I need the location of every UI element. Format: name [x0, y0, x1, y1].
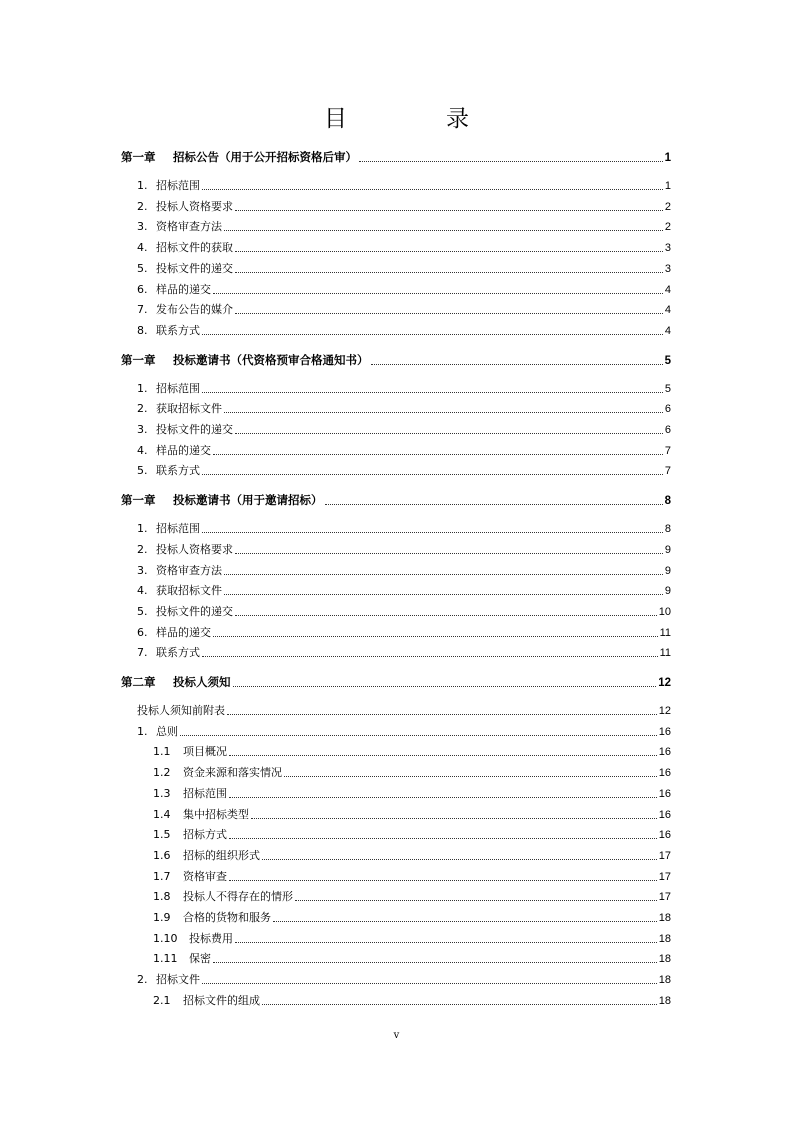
toc-page-number: 7: [664, 444, 671, 457]
toc-entry-label: [137, 241, 233, 255]
toc-page-number: 18: [658, 994, 671, 1007]
toc-entry-text: 投标邀请书（用于邀请招标）: [173, 493, 323, 508]
toc-subsection-entry[interactable]: [153, 870, 671, 884]
toc-page-number: 3: [664, 262, 671, 275]
toc-entry-text: 集中招标类型: [183, 807, 249, 821]
toc-entry-number: 1.1: [153, 745, 171, 759]
toc-page-number: 18: [658, 953, 671, 966]
toc-entry-number: 2.: [137, 973, 148, 987]
toc-entry-label: [153, 911, 271, 925]
toc-leader-dots: [295, 899, 657, 901]
toc-entry-number: 4.: [137, 443, 148, 457]
toc-page-number: 4: [664, 304, 671, 317]
toc-entry-label: [153, 870, 227, 884]
toc-entry-number: 第二章: [121, 675, 156, 689]
toc-entry-number: 5.: [137, 261, 148, 275]
toc-entry-text: 资格审查: [183, 869, 227, 883]
toc-section-entry[interactable]: [137, 704, 671, 718]
toc-entry-label: [153, 849, 260, 863]
toc-leader-dots: [224, 573, 663, 575]
toc-subsection-entry[interactable]: [153, 828, 671, 842]
toc-section-entry[interactable]: [137, 283, 671, 297]
toc-leader-dots: [235, 552, 663, 554]
toc-subsection-entry[interactable]: [153, 911, 671, 925]
toc-leader-dots: [224, 411, 663, 413]
toc-page-number: 18: [658, 932, 671, 945]
toc-page-number: 7: [664, 465, 671, 478]
toc-chapter-entry[interactable]: [121, 675, 671, 690]
toc-subsection-entry[interactable]: [153, 849, 671, 863]
toc-entry-text: 总则: [156, 724, 178, 738]
toc-leader-dots: [213, 635, 658, 637]
toc-entry-label: [121, 353, 369, 367]
toc-entry-label: [153, 745, 227, 759]
toc-entry-label: [137, 262, 233, 276]
toc-entry-number: 1.3: [153, 786, 171, 800]
toc-subsection-entry[interactable]: [153, 932, 671, 946]
toc-leader-dots: [229, 879, 657, 881]
toc-entry-number: 5.: [137, 464, 148, 478]
toc-entry-text: 获取招标文件: [156, 584, 222, 598]
toc-page-number: 2: [664, 200, 671, 213]
toc-entry-label: [153, 890, 293, 904]
toc-entry-label: [137, 200, 233, 214]
toc-page-number: 17: [658, 849, 671, 862]
toc-page-number: 3: [664, 242, 671, 255]
toc-entry-text: 发布公告的媒介: [156, 303, 233, 317]
toc-leader-dots: [359, 160, 663, 162]
toc-entry-label: [121, 150, 357, 164]
toc-entry-text: 样品的递交: [156, 625, 211, 639]
toc-entry-label: [153, 952, 211, 966]
toc-entry-label: [121, 493, 323, 507]
toc-entry-label: [153, 828, 227, 842]
toc-entry-number: 2.1: [153, 993, 171, 1007]
toc-entry-number: 1.11: [153, 952, 178, 966]
toc-section-entry[interactable]: [137, 262, 671, 276]
toc-page-number: 18: [658, 974, 671, 987]
toc-section-entry[interactable]: [137, 241, 671, 255]
toc-entry-label: [137, 220, 222, 234]
page-title: 目 录: [324, 106, 507, 132]
toc-chapter-entry[interactable]: [121, 150, 671, 165]
toc-page-number: 6: [664, 403, 671, 416]
toc-leader-dots: [224, 593, 663, 595]
toc-leader-dots: [371, 363, 663, 365]
toc-section-entry[interactable]: [137, 303, 671, 317]
toc-entry-label: [137, 704, 225, 718]
toc-leader-dots: [202, 333, 663, 335]
toc-section-entry[interactable]: [137, 179, 671, 193]
toc-subsection-entry[interactable]: [153, 787, 671, 801]
toc-section-entry[interactable]: [137, 423, 671, 437]
toc-page-number: 16: [658, 829, 671, 842]
toc-entry-text: 资金来源和落实情况: [183, 766, 282, 780]
toc-entry-text: 招标方式: [183, 828, 227, 842]
toc-leader-dots: [202, 188, 663, 190]
toc-entry-text: 投标文件的递交: [156, 261, 233, 275]
toc-entry-label: [137, 423, 233, 437]
toc-entry-number: 1.: [137, 522, 148, 536]
toc-page-number: 2: [664, 221, 671, 234]
toc-leader-dots: [224, 229, 663, 231]
toc-leader-dots: [325, 503, 663, 505]
toc-entry-number: 1.: [137, 179, 148, 192]
toc-leader-dots: [213, 453, 663, 455]
toc-section-entry[interactable]: [137, 725, 671, 739]
toc-entry-label: [137, 522, 200, 536]
toc-chapter-entry[interactable]: [121, 493, 671, 508]
toc-section-entry[interactable]: [137, 543, 671, 557]
toc-entry-number: 3.: [137, 220, 148, 234]
toc-entry-label: [137, 973, 200, 987]
toc-entry-text: 投标人不得存在的情形: [183, 890, 293, 904]
toc-entry-text: 招标公告（用于公开招标资格后审）: [173, 150, 357, 164]
toc-entry-number: 第一章: [121, 150, 156, 164]
toc-leader-dots: [235, 250, 663, 252]
toc-section-entry[interactable]: [137, 324, 671, 338]
toc-leader-dots: [262, 858, 657, 860]
toc-entry-label: [137, 283, 211, 297]
toc-entry-text: 资格审查方法: [156, 220, 222, 234]
toc-section-entry[interactable]: [137, 605, 671, 619]
toc-entry-number: 6.: [137, 625, 148, 639]
toc-entry-number: 1.8: [153, 890, 171, 904]
toc-page-number: 18: [658, 912, 671, 924]
toc-page-number: 8: [664, 523, 671, 536]
toc-leader-dots: [235, 312, 663, 314]
toc-entry-text: 联系方式: [156, 464, 200, 478]
toc-page-number: 10: [658, 605, 671, 618]
toc-entry-label: [153, 994, 260, 1008]
toc-entry-label: [153, 932, 233, 946]
toc-entry-label: [137, 646, 200, 660]
toc-entry-text: 投标文件的递交: [156, 604, 233, 618]
toc-page-number: 11: [659, 647, 671, 660]
toc-page-number: 5: [664, 354, 671, 367]
toc-page-number: 5: [664, 382, 671, 395]
toc-entry-text: 投标人资格要求: [156, 199, 233, 213]
toc-entry-label: [137, 179, 200, 193]
toc-entry-text: 联系方式: [156, 646, 200, 660]
toc-page-number: 16: [658, 787, 671, 800]
toc-section-entry[interactable]: [137, 444, 671, 458]
toc-entry-text: 投标邀请书（代资格预审合格通知书）: [173, 352, 369, 367]
toc-entry-label: [137, 324, 200, 338]
toc-entry-number: 7.: [137, 303, 148, 317]
toc-leader-dots: [235, 432, 663, 434]
toc-entry-number: 1.6: [153, 848, 171, 862]
toc-leader-dots: [229, 837, 657, 839]
toc-page-number: 4: [664, 283, 671, 296]
toc-entry-label: [137, 725, 178, 739]
toc-entry-number: 2.: [137, 199, 148, 213]
toc-entry-number: 2.: [137, 542, 148, 556]
toc-entry-text: 获取招标文件: [156, 402, 222, 416]
toc-page-number: 16: [658, 808, 671, 821]
page-number-footer: v: [393, 1030, 400, 1041]
toc-entry-label: [153, 808, 249, 822]
toc-leader-dots: [202, 531, 663, 533]
toc-entry-text: 联系方式: [156, 323, 200, 337]
toc-entry-text: 样品的递交: [156, 443, 211, 457]
toc-page-number: 1: [664, 180, 671, 192]
toc-leader-dots: [180, 734, 657, 736]
toc-entry-text: 样品的递交: [156, 282, 211, 296]
toc-section-entry[interactable]: [137, 220, 671, 234]
toc-entry-text: 招标范围: [156, 381, 200, 395]
toc-entry-text: 投标人须知: [173, 675, 231, 689]
toc-entry-label: [153, 766, 282, 780]
toc-leader-dots: [202, 391, 663, 393]
toc-leader-dots: [229, 796, 657, 798]
toc-entry-label: [137, 543, 233, 557]
toc-entry-text: 招标范围: [156, 522, 200, 536]
toc-leader-dots: [202, 982, 657, 984]
toc-entry-text: 招标文件: [156, 973, 200, 987]
toc-entry-text: 招标文件的组成: [183, 993, 260, 1007]
toc-entry-text: 招标文件的获取: [156, 241, 233, 255]
toc-entry-number: 1.: [137, 381, 148, 395]
toc-entry-label: [137, 626, 211, 640]
toc-entry-number: 1.: [137, 724, 148, 738]
toc-entry-number: 7.: [137, 646, 148, 660]
toc-section-entry[interactable]: [137, 626, 671, 640]
toc-entry-label: [137, 402, 222, 416]
toc-page-number: 4: [664, 324, 671, 337]
toc-entry-number: 1.7: [153, 869, 171, 883]
toc-leader-dots: [213, 292, 663, 294]
toc-page-number: 12: [658, 705, 671, 717]
toc-leader-dots: [233, 685, 657, 687]
toc-entry-number: 1.10: [153, 931, 178, 945]
toc-entry-text: 招标的组织形式: [183, 848, 260, 862]
toc-entry-text: 投标人须知前附表: [137, 704, 225, 717]
toc-entry-number: 第一章: [121, 352, 156, 367]
toc-page-number: 8: [664, 495, 671, 508]
toc-leader-dots: [235, 941, 657, 943]
toc-subsection-entry[interactable]: [153, 890, 671, 904]
toc-leader-dots: [213, 961, 657, 963]
toc-entry-text: 合格的货物和服务: [183, 911, 271, 924]
toc-section-entry[interactable]: [137, 584, 671, 598]
toc-page-number: 9: [664, 564, 671, 577]
toc-section-entry[interactable]: [137, 522, 671, 536]
toc-entry-number: 3.: [137, 563, 148, 577]
toc-section-entry[interactable]: [137, 646, 671, 660]
toc-entry-number: 6.: [137, 282, 148, 296]
toc-leader-dots: [227, 713, 657, 715]
toc-entry-label: [137, 584, 222, 598]
toc-entry-number: 1.2: [153, 766, 171, 780]
toc-page-number: 12: [658, 677, 671, 689]
toc-leader-dots: [202, 473, 663, 475]
toc-leader-dots: [235, 209, 663, 211]
toc-leader-dots: [235, 271, 663, 273]
toc-subsection-entry[interactable]: [153, 994, 671, 1008]
toc-entry-text: 投标费用: [189, 931, 233, 945]
toc-leader-dots: [284, 775, 657, 777]
toc-leader-dots: [273, 920, 657, 922]
toc-page-number: 9: [664, 543, 671, 556]
toc-entry-text: 招标范围: [183, 786, 227, 800]
toc-section-entry[interactable]: [137, 402, 671, 416]
toc-page-number: 17: [658, 891, 671, 904]
toc-section-entry[interactable]: [137, 382, 671, 396]
toc-page-number: 1: [664, 152, 671, 164]
toc-entry-label: [137, 444, 211, 458]
toc-subsection-entry[interactable]: [153, 952, 671, 966]
toc-entry-number: 1.5: [153, 828, 171, 842]
toc-entry-label: [137, 303, 233, 317]
toc-page-number: 6: [664, 424, 671, 436]
toc-entry-text: 资格审查方法: [156, 563, 222, 577]
toc-entry-number: 5.: [137, 604, 148, 618]
toc-entry-text: 投标文件的递交: [156, 423, 233, 436]
toc-entry-text: 招标范围: [156, 179, 200, 192]
toc-entry-label: [137, 382, 200, 396]
toc-page-number: 17: [658, 870, 671, 883]
toc-leader-dots: [251, 817, 657, 819]
toc-page-number: 9: [664, 585, 671, 598]
toc-entry-number: 4.: [137, 241, 148, 255]
toc-entry-number: 第一章: [121, 493, 156, 508]
toc-entry-label: [121, 675, 231, 689]
toc-entry-label: [153, 787, 227, 801]
toc-leader-dots: [262, 1003, 657, 1005]
toc-entry-number: 8.: [137, 323, 148, 337]
toc-entry-label: [137, 464, 200, 478]
toc-section-entry[interactable]: [137, 564, 671, 578]
toc-page-number: 16: [658, 746, 671, 759]
toc-page-number: 16: [658, 767, 671, 780]
toc-leader-dots: [235, 614, 657, 616]
toc-entry-text: 保密: [189, 952, 211, 966]
toc-section-entry[interactable]: [137, 200, 671, 214]
toc-entry-text: 投标人资格要求: [156, 542, 233, 556]
toc-page-number: 16: [658, 725, 671, 738]
toc-entry-number: 1.4: [153, 807, 171, 821]
toc-entry-number: 2.: [137, 402, 148, 416]
toc-entry-label: [137, 605, 233, 619]
toc-chapter-entry[interactable]: [121, 353, 671, 368]
toc-entry-number: 4.: [137, 584, 148, 598]
toc-subsection-entry[interactable]: [153, 745, 671, 759]
toc-section-entry[interactable]: [137, 973, 671, 987]
toc-entry-label: [137, 564, 222, 578]
toc-entry-number: 1.9: [153, 911, 171, 924]
toc-leader-dots: [229, 754, 657, 756]
toc-page-number: 11: [659, 626, 671, 639]
toc-entry-number: 3.: [137, 423, 148, 436]
toc-leader-dots: [202, 655, 658, 657]
toc-subsection-entry[interactable]: [153, 766, 671, 780]
toc-subsection-entry[interactable]: [153, 808, 671, 822]
toc-entry-text: 项目概况: [183, 745, 227, 759]
toc-section-entry[interactable]: [137, 464, 671, 478]
